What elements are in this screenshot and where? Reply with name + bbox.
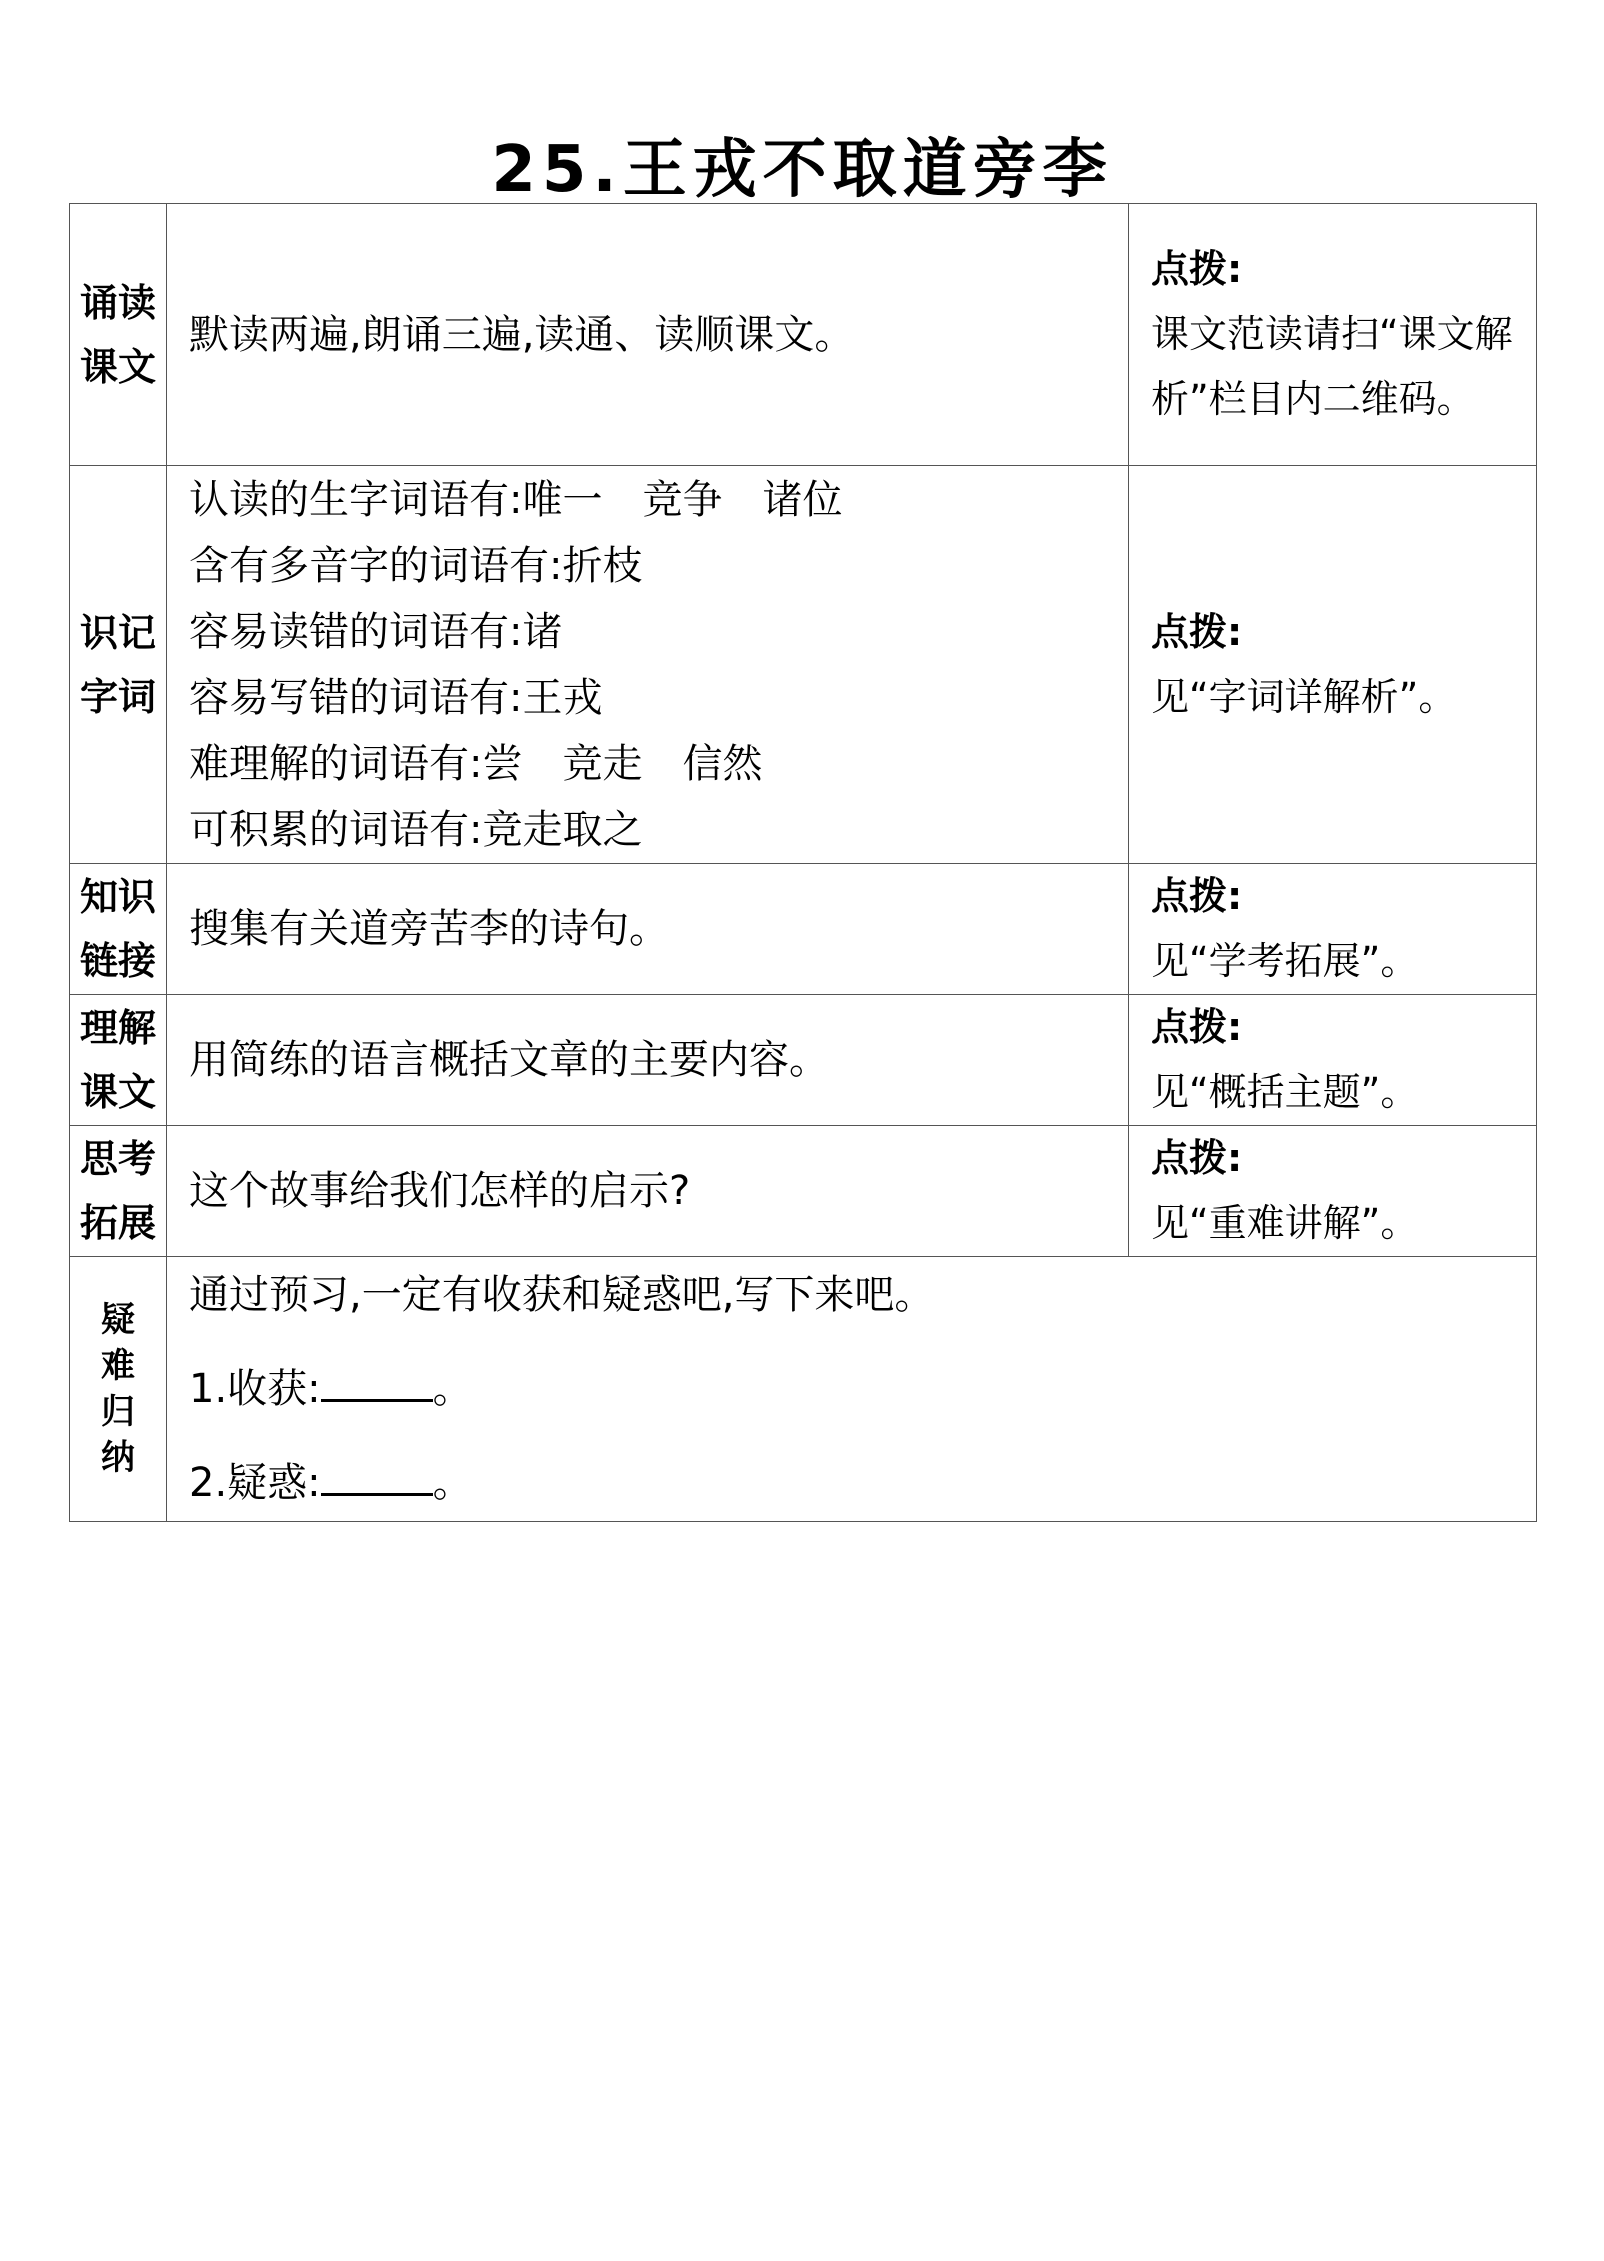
row-content: 默读两遍,朗诵三遍,读通、读顺课文。 (167, 204, 1129, 466)
row-content: 搜集有关道旁苦李的诗句。 (167, 864, 1129, 995)
row-understand-text (70, 995, 1537, 1126)
summary-content (167, 1257, 1537, 1522)
row-content: 这个故事给我们怎样的启示? (167, 1126, 1129, 1257)
row-tip: 点拨: 见“字词详解析”。 (1129, 466, 1537, 864)
row-content: 用简练的语言概括文章的主要内容。 (167, 995, 1129, 1126)
row-label: 理解 课文 (70, 995, 167, 1126)
preview-worksheet-table (69, 203, 1537, 1522)
summary-intro: 通过预习,一定有收获和疑惑吧,写下来吧。 (189, 1272, 935, 1318)
row-label: 知识 链接 (70, 864, 167, 995)
doubt-answer: 2.疑惑: 。 (189, 1450, 1514, 1516)
row-label: 识记 字词 (70, 466, 167, 864)
doubt-blank[interactable] (321, 1453, 433, 1496)
row-label: 疑 难 归 纳 (70, 1257, 167, 1522)
row-label: 诵读 课文 (70, 204, 167, 466)
row-tip: 点拨: 见“重难讲解”。 (1129, 1126, 1537, 1257)
gain-blank[interactable] (321, 1359, 433, 1402)
row-vocabulary (70, 466, 1537, 864)
row-summary (70, 1257, 1537, 1522)
row-content: 认读的生字词语有:唯一 竞争 诸位 含有多音字的词语有:折枝 容易读错的词语有:诸 容易写错的词语有:王戎 难理解的词语有:尝 竞走 信然 可积累的词语有:竞走取之 (167, 466, 1129, 864)
row-tip: 点拨: 见“概括主题”。 (1129, 995, 1537, 1126)
row-tip: 点拨: 见“学考拓展”。 (1129, 864, 1537, 995)
row-knowledge-link (70, 864, 1537, 995)
gain-answer: 1.收获: 。 (189, 1356, 1514, 1422)
page-title: 25.王戎不取道旁李 (491, 133, 1113, 207)
row-tip: 点拨: 课文范读请扫“课文解析”栏目内二维码。 (1129, 204, 1537, 466)
row-label: 思考 拓展 (70, 1126, 167, 1257)
row-think-expand (70, 1126, 1537, 1257)
row-read-aloud (70, 204, 1537, 466)
